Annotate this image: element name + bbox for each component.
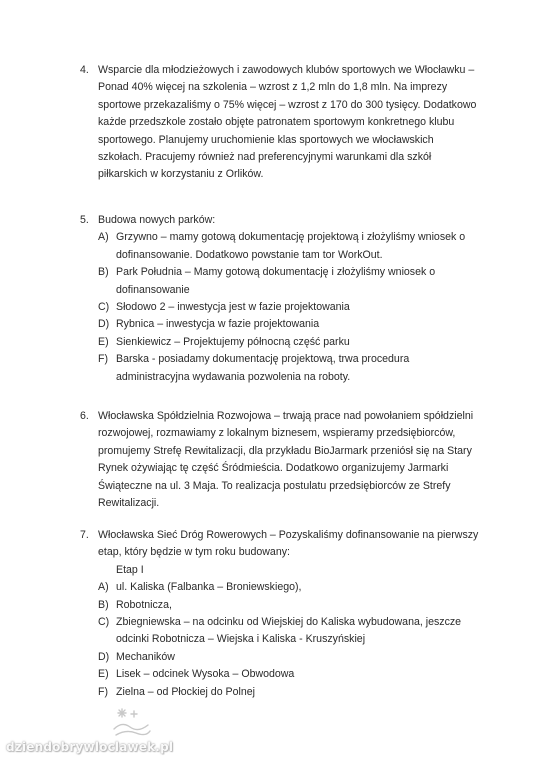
item-text: Wsparcie dla młodzieżowych i zawodowych klubów sportowych we Włocławku – Ponad 40% więcej na szkolenia – wzrost z 1,2 mln do 1,8 mln. Na imprezy sportowe przekazaliśmy o 75% więcej – wzrost z 170 do 300 tysięcy. Dodatkowo każde przedszkole zostało objęte patronatem sportowym konkretnego klubu sportowego. Planujemy uruchomienie klas sportowych we włocławskich szkołach. Pracujemy również nad preferencyjnymi warunkami dla szkół piłkarskich w korzystaniu z Orlików. xyxy=(98,64,477,181)
subitem-f xyxy=(98,684,480,701)
subitem-label: A) xyxy=(98,581,109,594)
subitem-label: E) xyxy=(98,668,109,681)
subitem-c xyxy=(98,299,480,316)
subitem-f xyxy=(98,351,480,386)
subitem-label: A) xyxy=(98,231,109,244)
subitem-a xyxy=(98,579,480,596)
subitem-d xyxy=(98,316,480,333)
subitem-d xyxy=(98,649,480,666)
stage-label: Etap I xyxy=(116,563,144,576)
subitem-label: C) xyxy=(98,616,110,629)
subitem-label: D) xyxy=(98,650,110,663)
item-text: Włocławska Sieć Dróg Rowerowych – Pozyskaliśmy dofinansowanie na pierwszy etap, który będzie w tym roku budowany: xyxy=(98,529,479,559)
subitem-text: Park Południa – Mamy gotową dokumentację i złożyliśmy wniosek o dofinansowanie xyxy=(116,266,436,296)
subitem-e xyxy=(98,334,480,351)
item-text: Budowa nowych parków: xyxy=(98,214,216,226)
subitem-b xyxy=(98,597,480,614)
subitem-label: D) xyxy=(98,318,110,331)
subitem-text: Zielna – od Płockiej do Polnej xyxy=(116,685,255,698)
subitem-label: B) xyxy=(98,598,109,611)
subitem-text: ul. Kaliska (Falbanka – Broniewskiego), xyxy=(116,581,302,594)
item-text: Włocławska Spółdzielnia Rozwojowa – trwają prace nad powołaniem spółdzielni rozwojowej, rozmawiamy z lokalnym biznesem, wspieramy przedsiębiorców, promujemy Strefę Rewitalizacji, dla przykładu BioJarmark przeniósł się na Stary Rynek ożywiając tę część Śródmieścia. Dodatkowo organizujemy Jarmarki Świąteczne na ul. 3 Maja. To realizacja postulatu przedsiębiorców ze Strefy Rewitalizacji. xyxy=(98,410,474,510)
subitem-label: E) xyxy=(98,335,109,348)
item-number: 6. xyxy=(80,410,89,422)
subitem-e xyxy=(98,666,480,683)
subitem-c xyxy=(98,614,480,649)
subitem-label: F) xyxy=(98,685,108,698)
subitem-text: Robotnicza, xyxy=(116,598,172,611)
subitem-text: Słodowo 2 – inwestycja jest w fazie projektowania xyxy=(116,301,350,314)
item-number: 5. xyxy=(80,214,89,226)
watermark xyxy=(6,738,306,764)
subitem-label: C) xyxy=(98,301,110,314)
subitem-text: Mechaników xyxy=(116,650,175,663)
subitem-label: F) xyxy=(98,353,108,366)
item-number: 4. xyxy=(80,64,89,76)
subitem-text: Sienkiewicz – Projektujemy północną część parku xyxy=(116,335,350,348)
subitem-b xyxy=(98,264,480,299)
item-number: 7. xyxy=(80,529,89,541)
watermark-logo-icon xyxy=(108,705,154,739)
subitem-text: Barska - posiadamy dokumentację projektową, trwa procedura administracyjna wydawania pozwolenia na roboty. xyxy=(116,353,410,383)
subitem-text: Grzywno – mamy gotową dokumentację projektową i złożyliśmy wniosek o dofinansowanie. Dodatkowo powstanie tam tor WorkOut. xyxy=(116,231,466,261)
subitem-a xyxy=(98,229,480,264)
subitem-text: Zbiegniewska – na odcinku od Wiejskiej do Kaliska wybudowana, jeszcze odcinki Robotnicza – Wiejska i Kaliska - Kruszyńskiej xyxy=(116,616,462,646)
list-item-7 xyxy=(80,527,480,701)
subitem-text: Lisek – odcinek Wysoka – Obwodowa xyxy=(116,668,295,681)
list-item-6 xyxy=(80,408,480,512)
subitem-label: B) xyxy=(98,266,109,279)
subitem-text: Rybnica – inwestycja w fazie projektowania xyxy=(116,318,320,331)
watermark-text: dziendobrywloclawek.pl xyxy=(6,740,174,754)
list-item-5 xyxy=(80,212,480,386)
list-item-4 xyxy=(80,62,480,184)
